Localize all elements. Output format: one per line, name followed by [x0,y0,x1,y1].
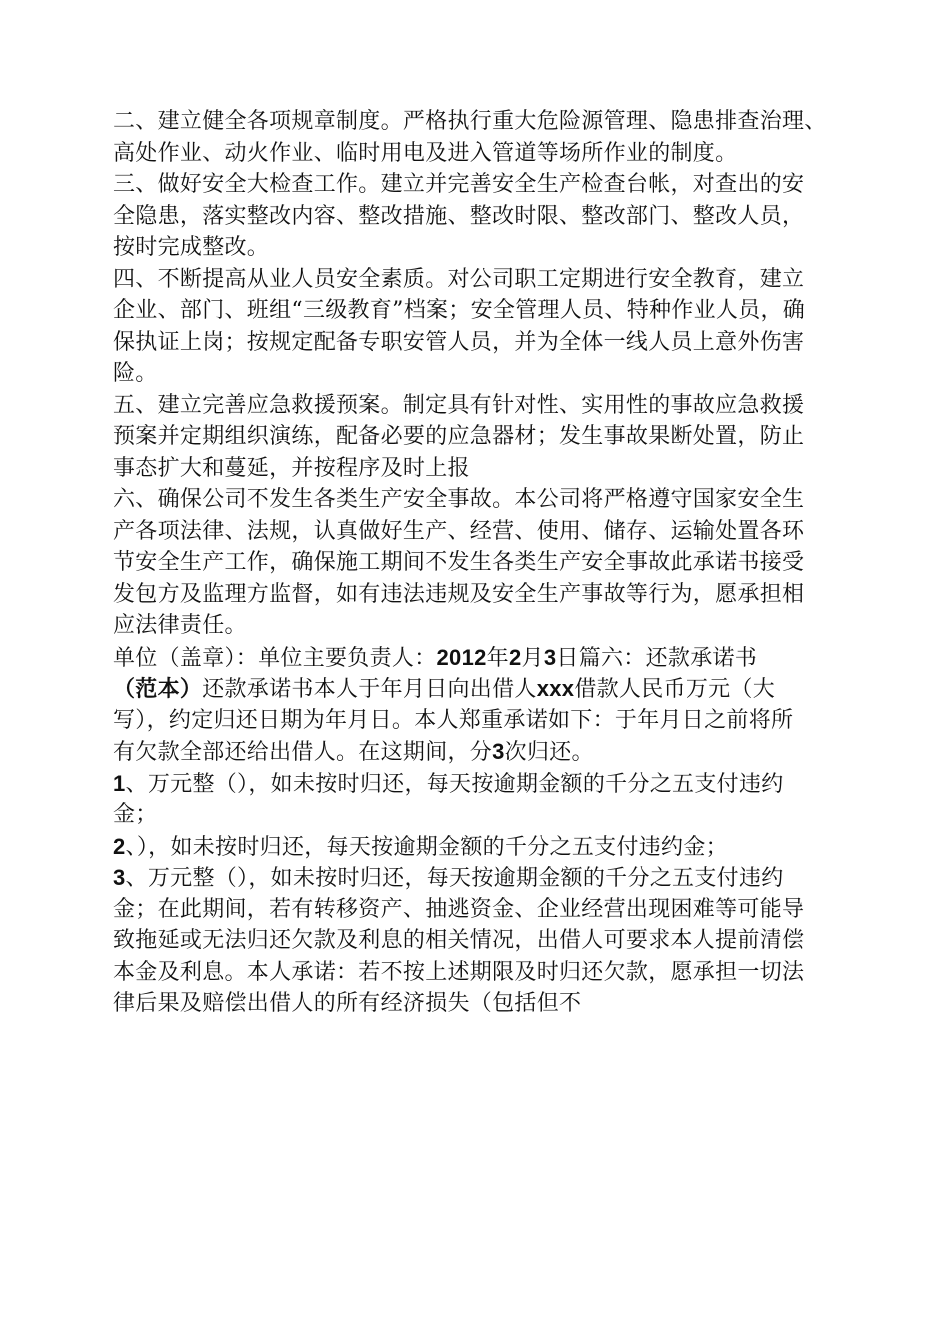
text-segment: 有欠款全部还给出借人。在这期间，分 [113,740,493,765]
text-line: 产各项法律、法规，认真做好生产、经营、使用、储存、运输处置各环 [113,518,805,544]
text-line: 金；在此期间，若有转移资产、抽逃资金、企业经营出现困难等可能导 [113,896,805,922]
text-line [113,673,853,705]
text-line: 四、不断提高从业人员安全素质。对公司职工定期进行安全教育，建立 [113,266,805,292]
list-number: 3 [113,865,126,890]
text-segment: 借款人民币万元（大 [574,677,776,702]
text-line: 保执证上岗；按规定配备专职安管人员，并为全体一线人员上意外伤害 [113,329,805,355]
text-segment: 还款承诺书本人于年月日向出借人 [202,677,537,702]
text-line: 按时完成整改。 [113,235,270,260]
text-line: 应法律责任。 [113,613,247,638]
text-line: 节安全生产工作，确保施工期间不发生各类生产安全事故此承诺书接受 [113,550,805,575]
text-line: 三、做好安全大检查工作。建立并完善安全生产检查台帐，对查出的安 [113,172,805,197]
text-line: 五、建立完善应急救援预案。制定具有针对性、实用性的事故应急救援 [113,392,805,418]
list-item [113,862,853,894]
text-line: 全隐患，落实整改内容、整改措施、整改时限、整改部门、整改人员， [113,203,805,229]
text-line: 致拖延或无法归还欠款及利息的相关情况，出借人可要求本人提前清偿 [113,928,805,953]
text-segment: 单位（盖章）：单位主要负责人： [113,645,437,671]
text-segment: 、万元整（），如未按时归还，每天按逾期金额的千分之五支付违约 [125,866,784,891]
text-segment: 、），如未按时归还，每天按逾期金额的千分之五支付违约金； [125,834,728,860]
text-line: 六、确保公司不发生各类生产安全事故。本公司将严格遵守国家安全生 [113,487,805,512]
year-value: 2012 [436,644,487,670]
text-line: 预案并定期组织演练，配备必要的应急器材；发生事故果断处置，防止 [113,424,805,449]
text-segment: 月 [521,645,544,671]
text-line: 险。 [113,361,158,386]
day-value: 3 [543,644,557,670]
text-segment: 次归还。 [504,740,594,765]
month-value: 2 [508,644,522,670]
text-segment: 、万元整（），如未按时归还，每天按逾期金额的千分之五支付违约 [125,771,784,797]
list-number: 1 [113,770,126,796]
text-line: 事态扩大和蔓延，并按程序及时上报 [113,455,470,481]
text-line: 金； [113,802,158,827]
text-line: 二、建立健全各项规章制度。严格执行重大危险源管理、隐患排查治理、 [113,109,827,134]
text-line: 发包方及监理方监督，如有违法违规及安全生产事故等行为，愿承担相 [113,581,805,607]
template-label: （范本） [113,676,203,701]
text-line: 律后果及赔偿出借人的所有经济损失（包括但不 [113,991,582,1016]
text-line [113,736,853,768]
text-line: 高处作业、动火作业、临时用电及进入管道等场所作业的制度。 [113,140,738,166]
text-segment: 年 [486,645,509,671]
document-body [113,106,853,1020]
list-number: 2 [113,833,126,859]
installment-count: 3 [492,739,505,764]
list-item [113,831,853,863]
text-line: 写），约定归还日期为年月日。本人郑重承诺如下：于年月日之前将所 [113,707,794,733]
text-line: 本金及利息。本人承诺：若不按上述期限及时归还欠款，愿承担一切法 [113,959,805,985]
list-item [113,768,853,800]
text-segment: 日篇六：还款承诺书 [556,645,758,671]
lender-name: xxx [536,676,575,701]
text-line: 企业、部门、班组“三级教育”档案；安全管理人员、特种作业人员，确 [113,298,806,323]
signature-date-line [113,642,853,674]
